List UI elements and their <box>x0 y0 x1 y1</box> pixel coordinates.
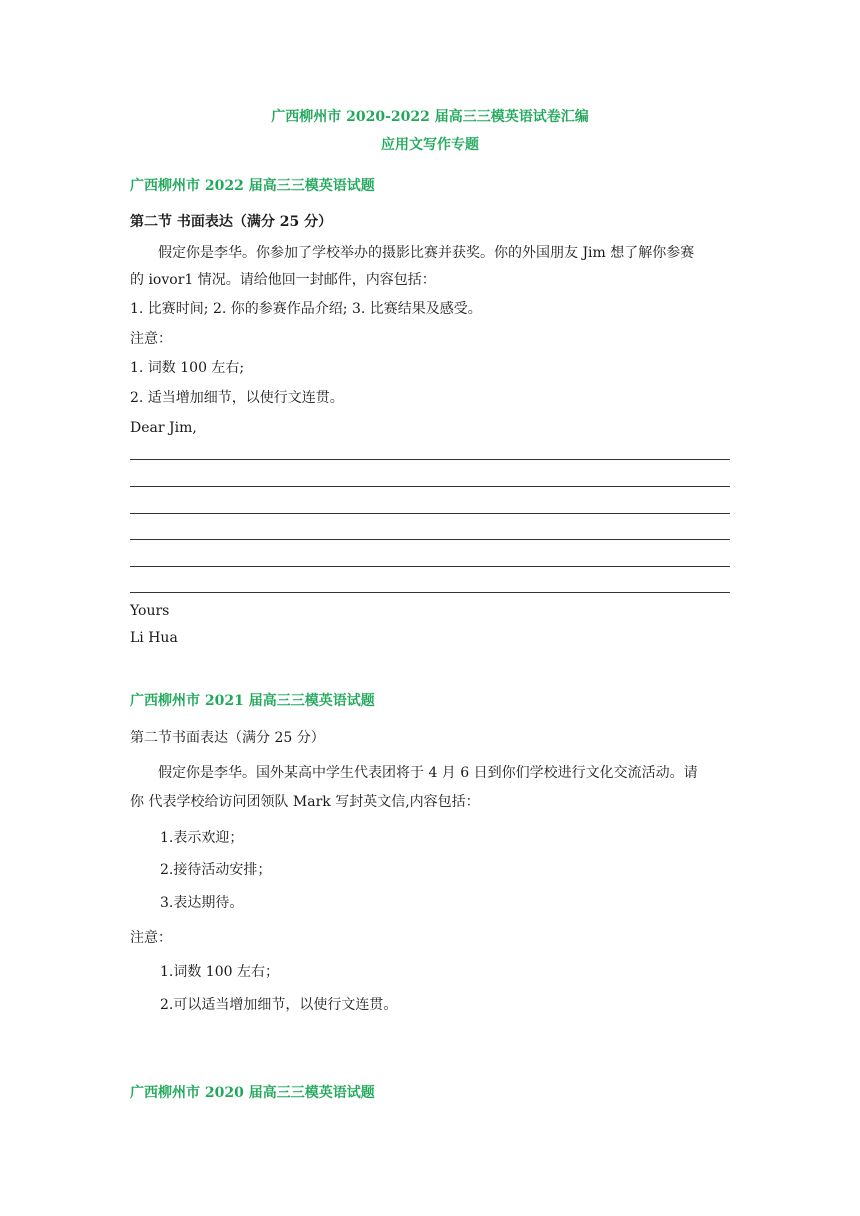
section-2022-paragraph-line-2: 的 iovor1 情况。请给他回一封邮件，内容包括： <box>130 272 436 288</box>
section-2021-item-3: 3.表达期待。 <box>160 895 244 911</box>
salutation: Dear Jim, <box>130 420 197 436</box>
section-2022-note-2: 2. 适当增加细节，以使行文连贯。 <box>130 390 344 406</box>
signature: Li Hua <box>130 630 178 646</box>
section-2022-points: 1. 比赛时间; 2. 你的参赛作品介绍; 3. 比赛结果及感受。 <box>130 301 482 317</box>
section-2022-note-1: 1. 词数 100 左右; <box>130 360 245 376</box>
section-2021-item-2: 2.接待活动安排； <box>160 862 272 878</box>
section-2022-part-title: 第二节 书面表达（满分 25 分） <box>130 214 333 230</box>
writing-line <box>130 513 730 514</box>
closing: Yours <box>130 603 170 619</box>
writing-line <box>130 539 730 540</box>
section-2021-paragraph-line-1: 假定你是李华。国外某高中学生代表团将于 4 月 6 日到你们学校进行文化交流活动。请 <box>158 765 698 781</box>
section-2021-item-1: 1.表示欢迎； <box>160 830 244 846</box>
section-2021-note-1: 1.词数 100 左右； <box>160 964 279 980</box>
writing-line <box>130 459 730 460</box>
section-2022-heading: 广西柳州市 2022 届高三三模英语试题 <box>130 178 375 194</box>
writing-line <box>130 486 730 487</box>
section-2022-note-label: 注意： <box>130 331 172 347</box>
document-title: 广西柳州市 2020-2022 届高三三模英语试卷汇编 <box>271 109 589 125</box>
section-2021-part-title: 第二节书面表达（满分 25 分） <box>130 730 325 746</box>
section-2021-note-label: 注意： <box>130 930 172 946</box>
section-2022-paragraph-line-1: 假定你是李华。你参加了学校举办的摄影比赛并获奖。你的外国朋友 Jim 想了解你参赛 <box>158 245 695 261</box>
section-2020-heading: 广西柳州市 2020 届高三三模英语试题 <box>130 1085 375 1101</box>
section-2021-heading: 广西柳州市 2021 届高三三模英语试题 <box>130 693 375 709</box>
document-subtitle: 应用文写作专题 <box>381 137 479 153</box>
writing-line <box>130 566 730 567</box>
writing-line <box>130 592 730 593</box>
section-2021-note-2: 2.可以适当增加细节，以使行文连贯。 <box>160 997 398 1013</box>
section-2021-paragraph-line-2: 你 代表学校给访问团领队 Mark 写封英文信,内容包括： <box>130 794 480 810</box>
